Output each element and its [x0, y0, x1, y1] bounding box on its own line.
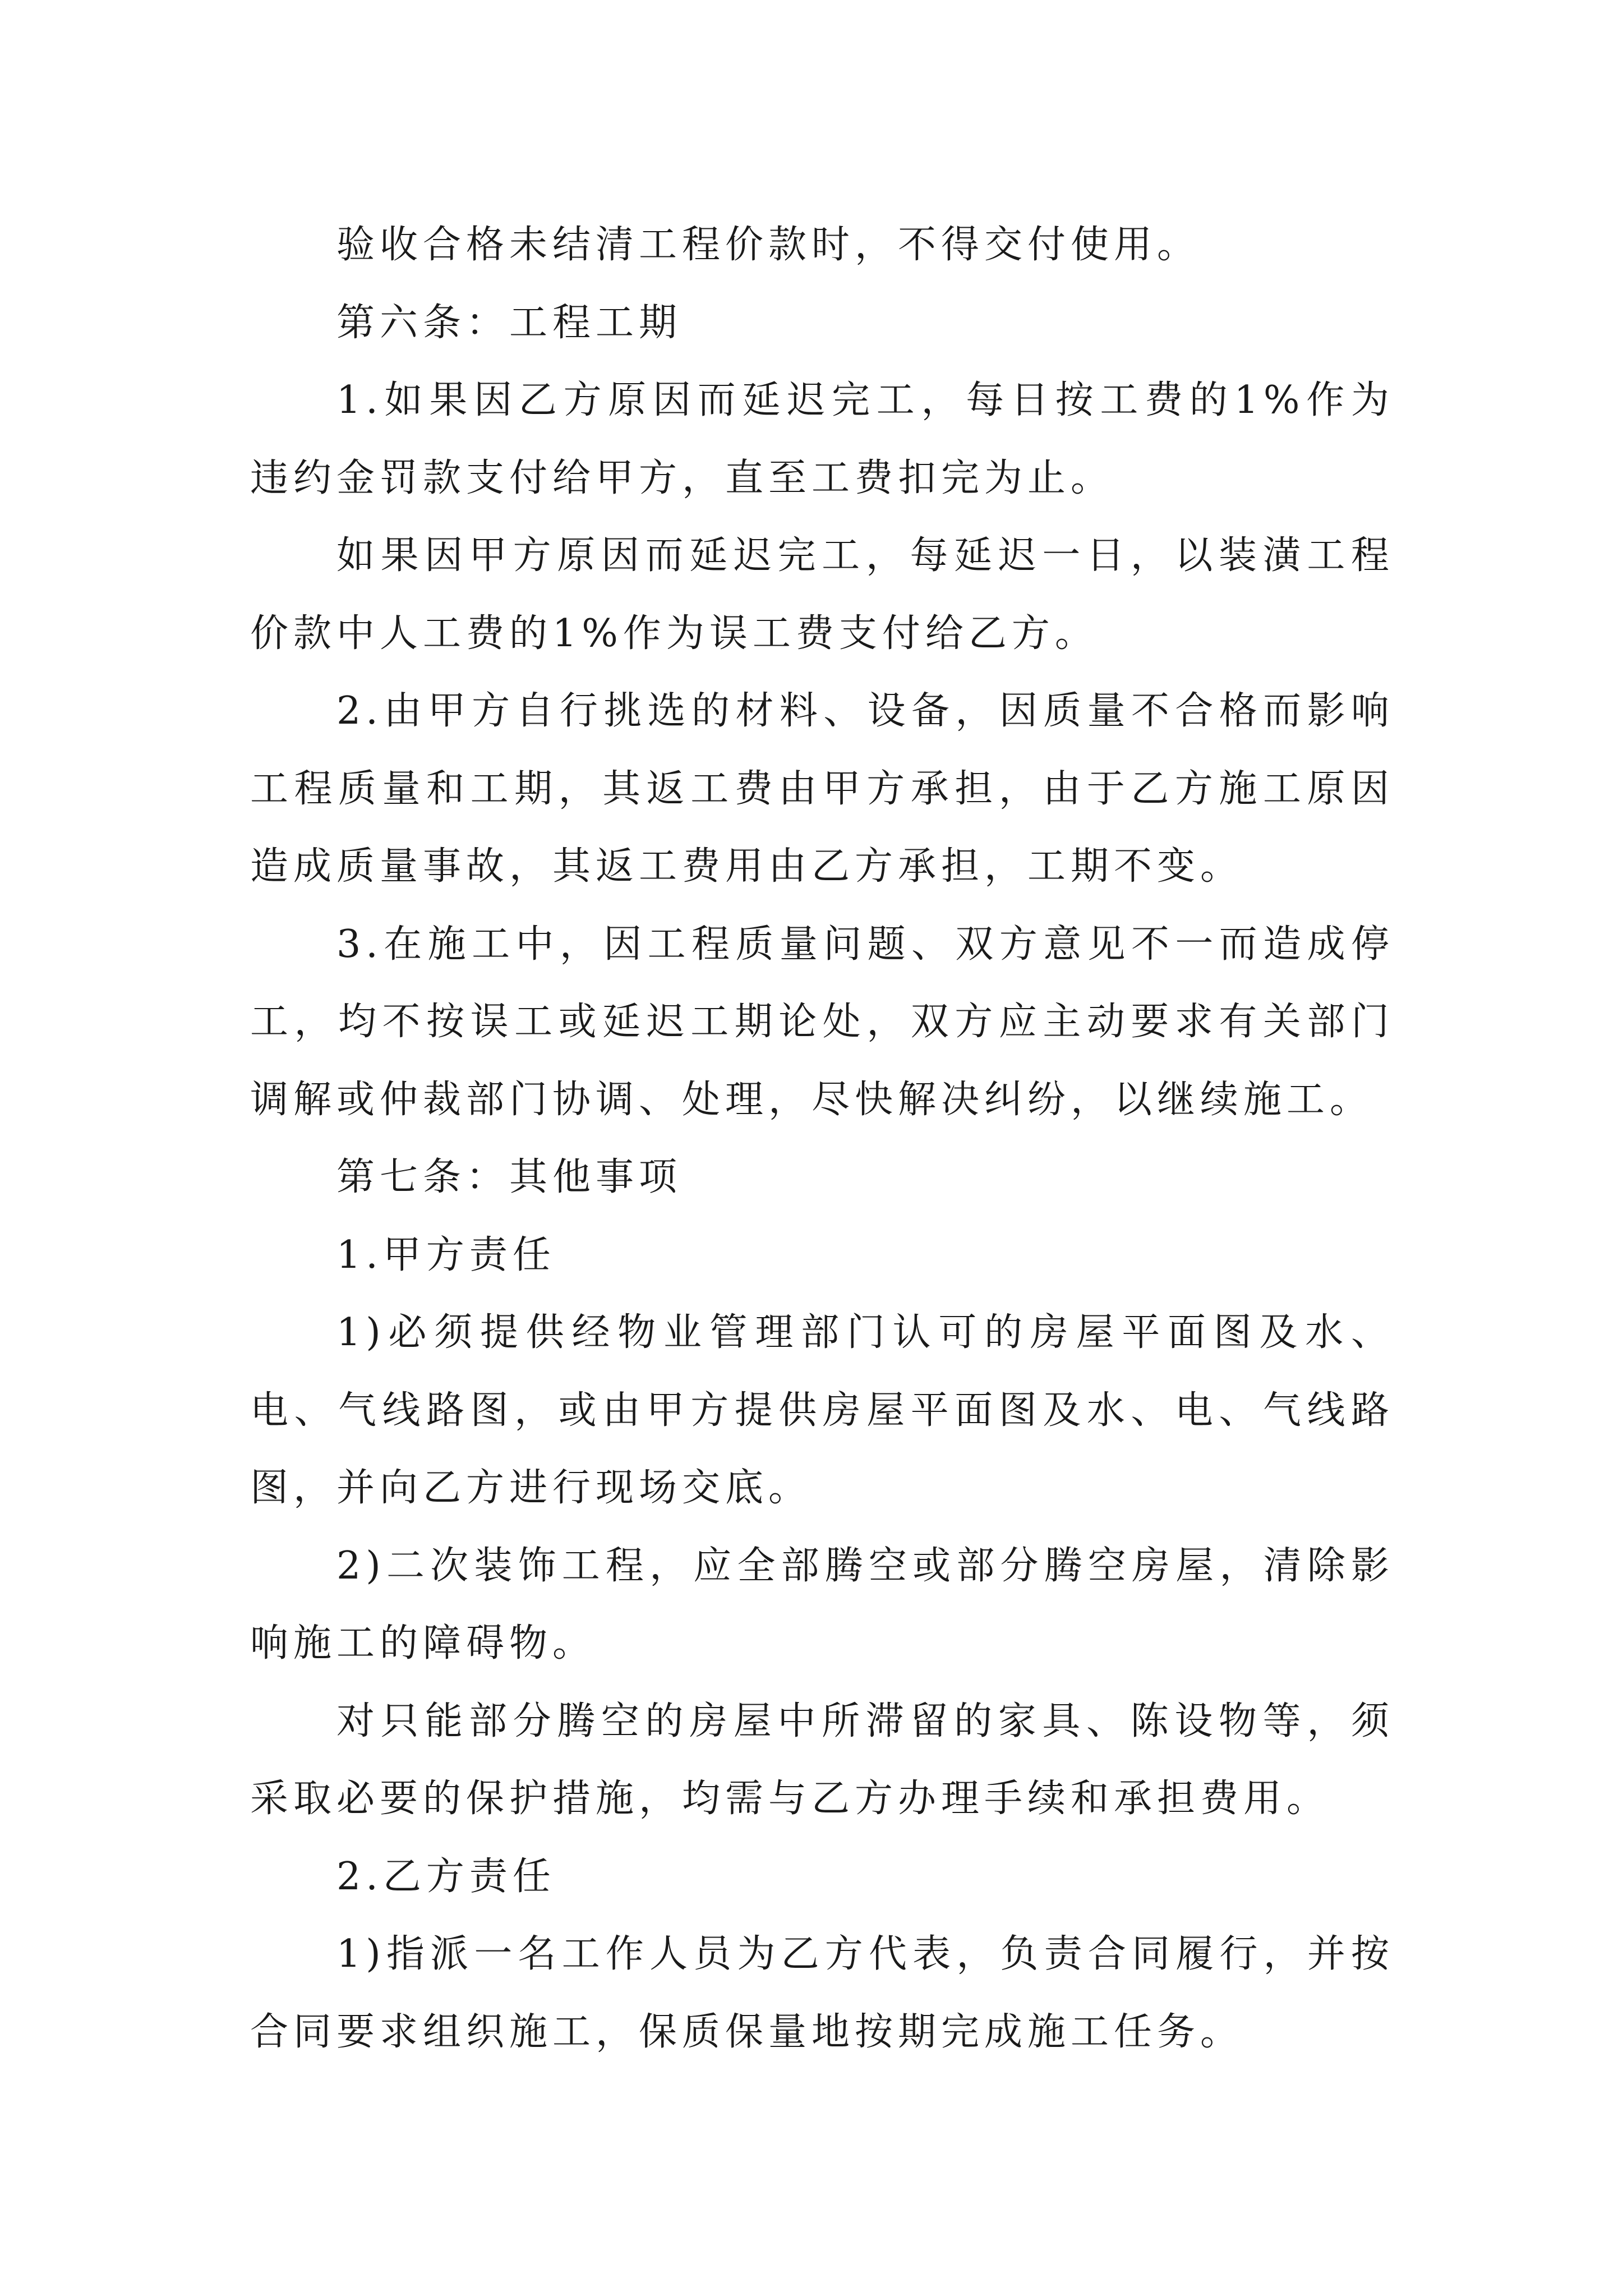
subheading-party-a-responsibility: 1.甲方责任: [336, 1232, 556, 1277]
section-heading-article-7: 第七条：其他事项: [336, 1155, 683, 1199]
paragraph-5: 2.由甲方自行挑选的材料、设备，因质量不合格而影响工程质量和工期，其返工费由甲方承担，由于乙方施工原因造成质量事故，其返工费用由乙方承担，工期不变。: [250, 689, 1394, 889]
paragraph-10: 2)二次装饰工程，应全部腾空或部分腾空房屋，清除影响施工的障碍物。: [250, 1543, 1394, 1665]
subheading-party-b-responsibility: 2.乙方责任: [336, 1854, 556, 1899]
paragraph-9: 1)必须提供经物业管理部门认可的房屋平面图及水、电、气线路图，或由甲方提供房屋平面图及水、电、气线路图，并向乙方进行现场交底。: [250, 1310, 1394, 1510]
paragraph-3: 1.如果因乙方原因而延迟完工，每日按工费的1%作为违约金罚款支付给甲方，直至工费扣完为止。: [250, 378, 1394, 500]
section-heading-article-6: 第六条：工程工期: [336, 300, 683, 345]
paragraph-6: 3.在施工中，因工程质量问题、双方意见不一而造成停工，均不按误工或延迟工期论处，双方应主动要求有关部门调解或仲裁部门协调、处理，尽快解决纠纷，以继续施工。: [250, 922, 1394, 1122]
paragraph-11: 对只能部分腾空的房屋中所滞留的家具、陈设物等，须采取必要的保护措施，均需与乙方办理手续和承担费用。: [250, 1699, 1394, 1821]
paragraph-13: 1)指派一名工作人员为乙方代表，负责合同履行，并按合同要求组织施工，保质保量地按期完成施工任务。: [250, 1932, 1394, 2054]
paragraph-4: 如果因甲方原因而延迟完工，每延迟一日，以装潢工程价款中人工费的1%作为误工费支付给乙方。: [250, 533, 1394, 656]
paragraph-1: 验收合格未结清工程价款时，不得交付使用。: [336, 223, 1201, 267]
document-body: [250, 206, 1394, 2071]
